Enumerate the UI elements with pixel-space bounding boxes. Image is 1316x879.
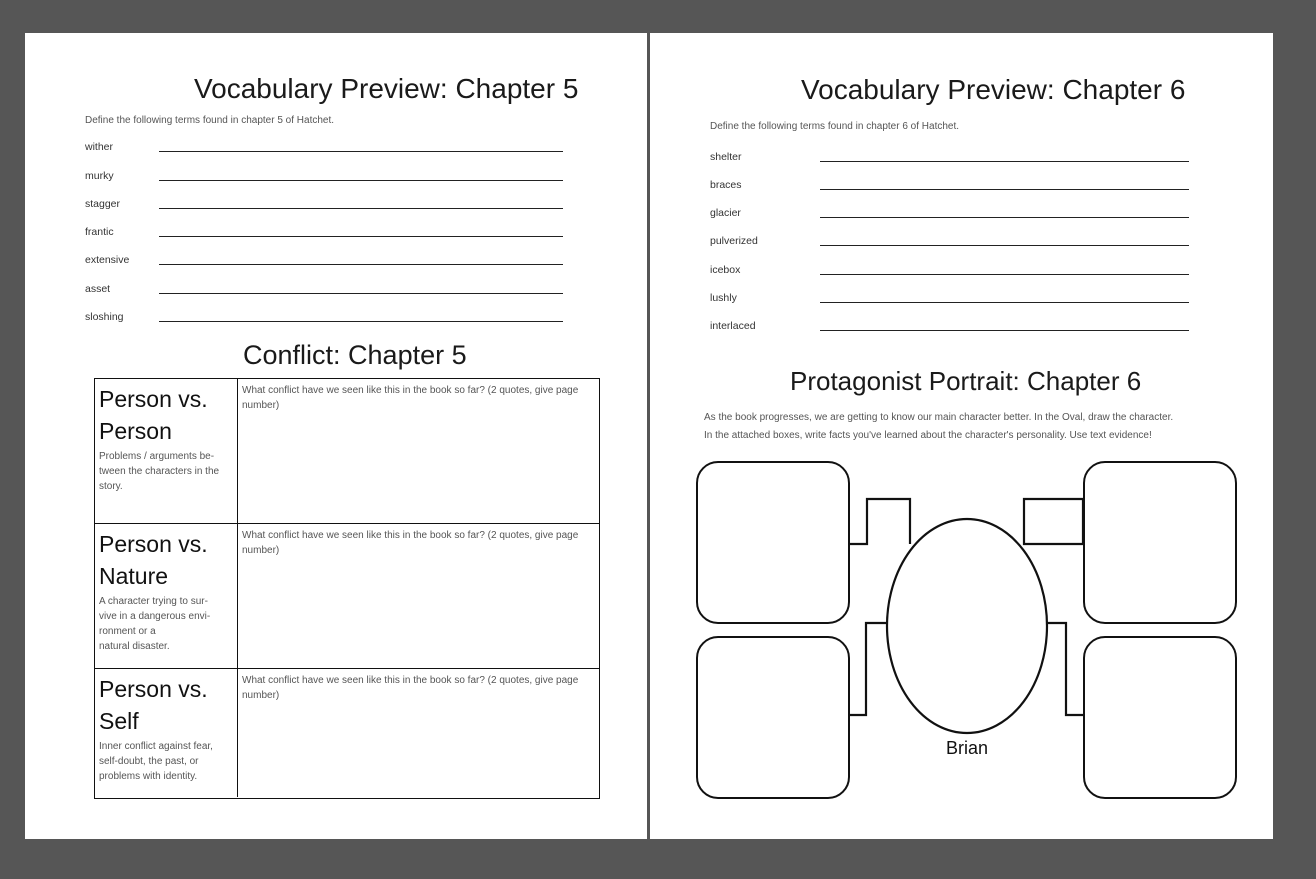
conflict-prompt: What conflict have we seen like this in the book so far? (2 quotes, give page number) bbox=[242, 385, 579, 411]
conflict-description: Inner conflict against fear, self-doubt, the past, or problems with identity. bbox=[99, 741, 213, 782]
conflict-row-person bbox=[95, 379, 599, 524]
conflict-title: Conflict: Chapter 5 bbox=[243, 340, 467, 370]
connector-top-left bbox=[848, 499, 910, 544]
conflict-type: Person vs. Person bbox=[99, 386, 208, 444]
conflict-type: Person vs. Nature bbox=[99, 531, 208, 589]
conflict-prompt: What conflict have we seen like this in the book so far? (2 quotes, give page number) bbox=[242, 675, 579, 701]
vocab-term: sloshing bbox=[85, 311, 124, 323]
connector-bottom-left bbox=[848, 623, 887, 715]
conflict-type-cell bbox=[95, 379, 238, 524]
portrait-instructions-line1: As the book progresses, we are getting to know our main character better. In the Oval, draw the character. bbox=[704, 412, 1174, 423]
vocab-term: icebox bbox=[710, 264, 741, 276]
conflict-table bbox=[94, 378, 600, 799]
vocab-term: shelter bbox=[710, 151, 742, 163]
vocab-title-ch6: Vocabulary Preview: Chapter 6 bbox=[801, 74, 1186, 105]
worksheet-page-right bbox=[650, 33, 1273, 839]
portrait-title: Protagonist Portrait: Chapter 6 bbox=[790, 366, 1142, 396]
conflict-answer-cell[interactable] bbox=[238, 669, 599, 797]
conflict-row-self bbox=[95, 668, 599, 797]
conflict-answer-cell[interactable] bbox=[238, 524, 599, 669]
worksheet-page-left bbox=[25, 33, 647, 839]
conflict-answer-cell[interactable] bbox=[238, 379, 599, 524]
answer-line[interactable] bbox=[159, 180, 563, 181]
vocab-term: interlaced bbox=[710, 320, 756, 332]
character-name: Brian bbox=[946, 738, 989, 758]
vocab-term: extensive bbox=[85, 254, 130, 266]
vocab-term: lushly bbox=[710, 292, 737, 304]
vocab-term: frantic bbox=[85, 226, 114, 238]
answer-line[interactable] bbox=[159, 151, 563, 152]
vocab-term: glacier bbox=[710, 207, 741, 219]
vocab-term: stagger bbox=[85, 198, 121, 210]
connector-bottom-right bbox=[1046, 623, 1083, 715]
conflict-prompt: What conflict have we seen like this in the book so far? (2 quotes, give page number) bbox=[242, 530, 579, 556]
conflict-type-cell bbox=[95, 669, 238, 797]
answer-line[interactable] bbox=[159, 236, 563, 237]
conflict-type: Person vs. Self bbox=[99, 676, 208, 734]
answer-line[interactable] bbox=[159, 321, 563, 322]
vocab-title-ch5: Vocabulary Preview: Chapter 5 bbox=[194, 73, 579, 104]
portrait-instructions-line2: In the attached boxes, write facts you've learned about the character's personality. Use text evidence! bbox=[704, 430, 1152, 441]
conflict-row-nature bbox=[95, 523, 599, 669]
connector-top-right bbox=[1024, 499, 1083, 544]
vocab-term: murky bbox=[85, 170, 114, 182]
fact-box-top-right[interactable] bbox=[1083, 461, 1237, 624]
conflict-description: Problems / arguments be- tween the characters in the story. bbox=[99, 451, 220, 492]
vocab-instructions-ch6: Define the following terms found in chapter 6 of Hatchet. bbox=[710, 121, 960, 132]
answer-line[interactable] bbox=[159, 264, 563, 265]
conflict-type-cell bbox=[95, 524, 238, 669]
character-oval[interactable] bbox=[887, 519, 1047, 733]
vocab-instructions-ch5: Define the following terms found in chapter 5 of Hatchet. bbox=[85, 115, 335, 126]
vocab-term: pulverized bbox=[710, 235, 758, 247]
vocab-term: braces bbox=[710, 179, 742, 191]
fact-box-top-left[interactable] bbox=[696, 461, 850, 624]
vocab-term: wither bbox=[85, 141, 114, 153]
fact-box-bottom-left[interactable] bbox=[696, 636, 850, 799]
vocab-term: asset bbox=[85, 283, 111, 295]
fact-box-bottom-right[interactable] bbox=[1083, 636, 1237, 799]
answer-line[interactable] bbox=[159, 293, 563, 294]
conflict-description: A character trying to sur- vive in a dangerous envi- ronment or a natural disaster. bbox=[99, 596, 211, 652]
answer-line[interactable] bbox=[159, 208, 563, 209]
